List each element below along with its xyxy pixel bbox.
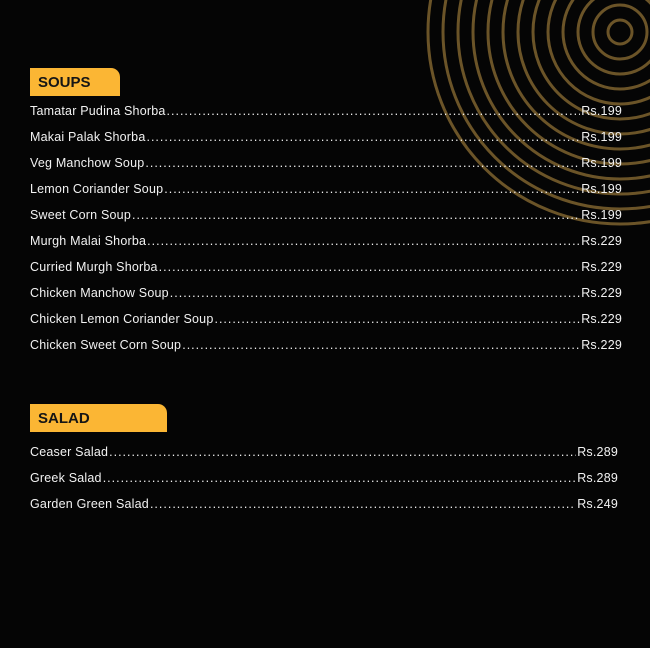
dot-leader [170, 286, 580, 300]
dot-leader [146, 130, 580, 144]
dot-leader [182, 338, 580, 352]
menu-item [30, 497, 618, 523]
item-name: Lemon Coriander Soup [30, 182, 164, 196]
item-price: Rs.199 [581, 208, 622, 222]
dot-leader [145, 156, 580, 170]
item-name: Curried Murgh Shorba [30, 260, 158, 274]
item-price: Rs.199 [581, 156, 622, 170]
item-name: Ceaser Salad [30, 445, 109, 459]
dot-leader [167, 104, 581, 118]
item-name: Sweet Corn Soup [30, 208, 131, 222]
section-header-soups: SOUPS [30, 68, 120, 96]
item-price: Rs.289 [577, 471, 618, 485]
item-name: Makai Palak Shorba [30, 130, 146, 144]
menu-item [30, 338, 622, 364]
item-name: Veg Manchow Soup [30, 156, 145, 170]
menu-item [30, 104, 622, 130]
item-price: Rs.229 [581, 338, 622, 352]
item-name: Chicken Manchow Soup [30, 286, 169, 300]
dot-leader [214, 312, 580, 326]
menu-item [30, 312, 622, 338]
item-price: Rs.229 [581, 312, 622, 326]
menu-item [30, 260, 622, 286]
item-name: Garden Green Salad [30, 497, 149, 511]
item-price: Rs.289 [577, 445, 618, 459]
ring [608, 20, 632, 44]
dot-leader [103, 471, 577, 485]
dot-leader [109, 445, 576, 459]
soups-list [30, 104, 622, 364]
dot-leader [159, 260, 581, 274]
item-price: Rs.249 [577, 497, 618, 511]
menu-item [30, 130, 622, 156]
dot-leader [147, 234, 580, 248]
item-price: Rs.199 [581, 182, 622, 196]
item-name: Tamatar Pudina Shorba [30, 104, 166, 118]
item-price: Rs.229 [581, 260, 622, 274]
salad-list [30, 445, 618, 523]
menu-item [30, 445, 618, 471]
item-name: Chicken Lemon Coriander Soup [30, 312, 214, 326]
item-name: Greek Salad [30, 471, 102, 485]
item-price: Rs.199 [581, 130, 622, 144]
menu-item [30, 156, 622, 182]
menu-item [30, 208, 622, 234]
section-header-salad: SALAD [30, 404, 167, 432]
item-price: Rs.229 [581, 286, 622, 300]
ring [563, 0, 650, 89]
item-name: Chicken Sweet Corn Soup [30, 338, 182, 352]
dot-leader [150, 497, 576, 511]
dot-leader [132, 208, 580, 222]
menu-item [30, 182, 622, 208]
item-price: Rs.229 [581, 234, 622, 248]
dot-leader [164, 182, 580, 196]
ring [593, 5, 647, 59]
item-name: Murgh Malai Shorba [30, 234, 147, 248]
menu-item [30, 234, 622, 260]
item-price: Rs.199 [581, 104, 622, 118]
menu-item [30, 286, 622, 312]
menu-item [30, 471, 618, 497]
